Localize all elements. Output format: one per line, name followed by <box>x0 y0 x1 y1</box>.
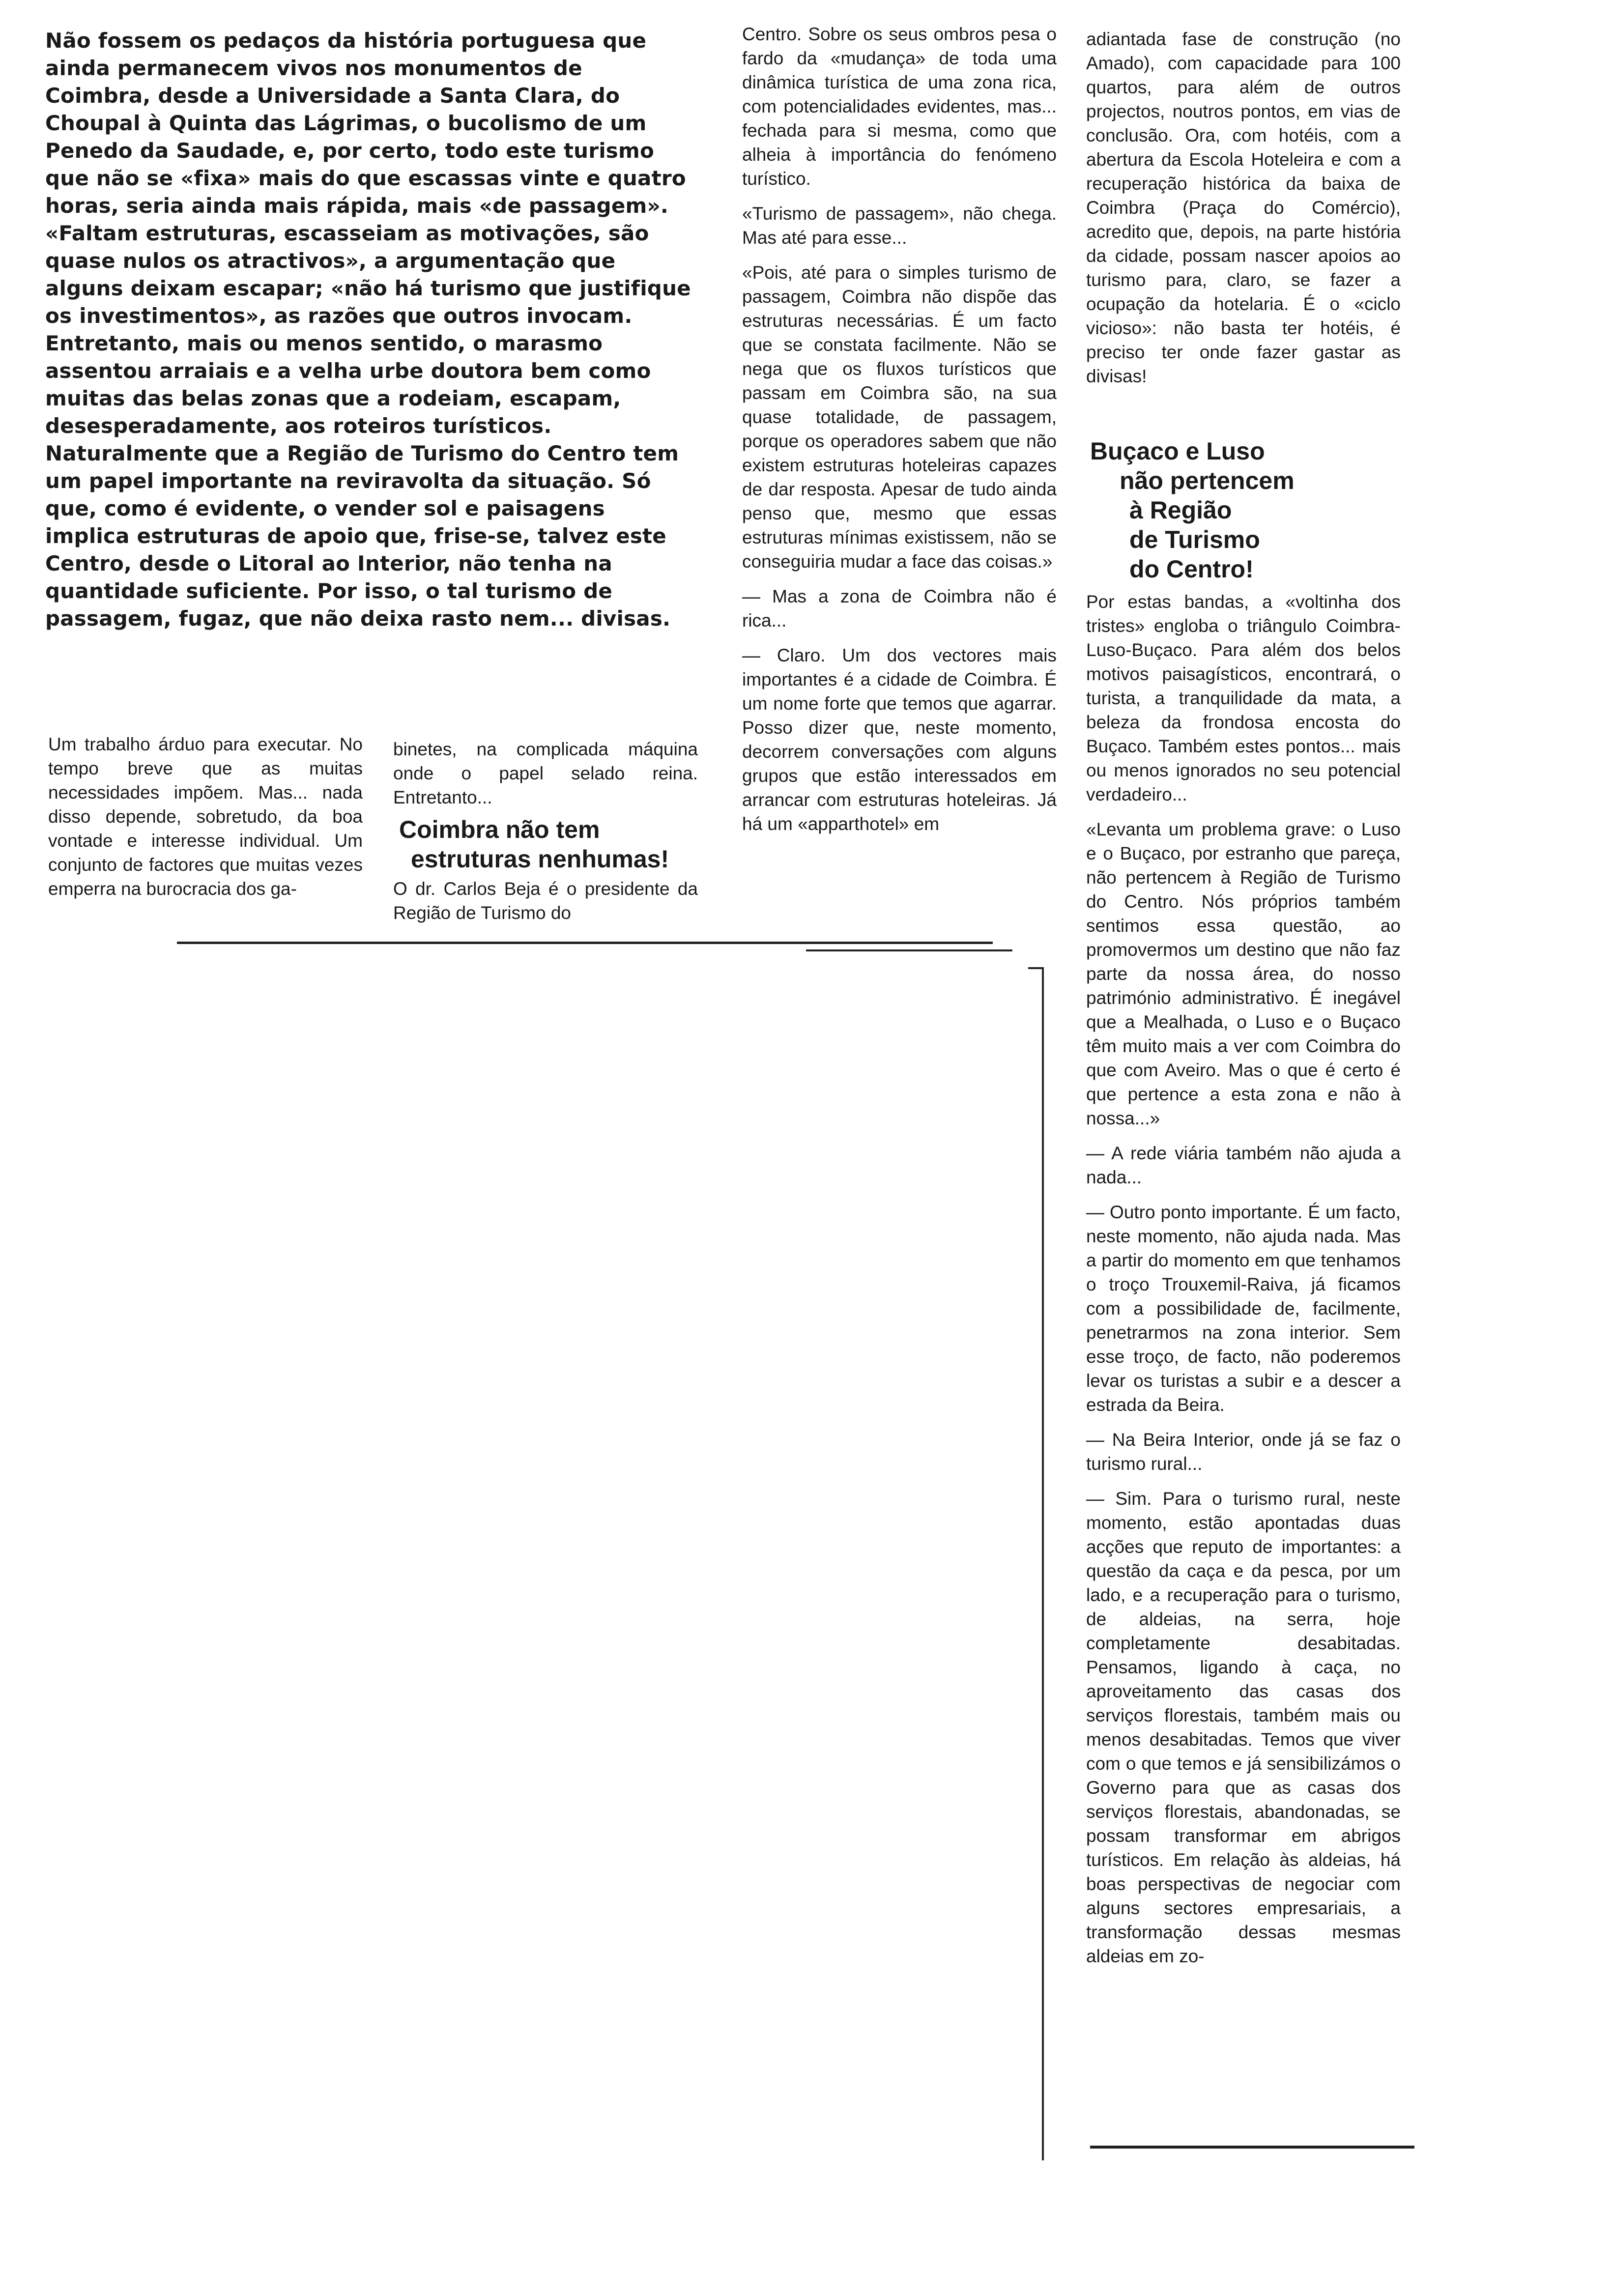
vertical-rule <box>1042 967 1044 2160</box>
body-paragraph: Por estas bandas, a «voltinha dos tristes» engloba o triângulo Coimbra-Luso-Buçaco. Para além dos belos motivos paisagísticos, encontrará, o turista, a tranquilidade da mata, a beleza da frondosa encosta do Buçaco. Também estes pontos... mais ou menos ignorados no seu potencial verdadeiro... <box>1086 592 1401 804</box>
body-paragraph: — Claro. Um dos vectores mais importantes é a cidade de Coimbra. É um nome forte que temos que agarrar. Posso dizer que, neste momento, decorrem conversações com alguns grupos que estão interessados em arrancar com estruturas hoteleiras. Já há um «apparthotel» em <box>742 645 1057 834</box>
column-4 <box>1086 590 1401 1968</box>
body-paragraph: «Levanta um problema grave: o Luso e o Buçaco, por estranho que pareça, não pertencem à Região de Turismo do Centro. Nós próprios também sentimos essa questão, ao promovermos um destino que não faz parte da nossa área, do nosso património administrativo. É inegável que a Mealhada, o Luso e o Buçaco têm muito mais a ver com Coimbra do que com Aveiro. Mas o que é certo é que pertence a esta zona e não à nossa...» <box>1086 819 1401 1128</box>
column-1 <box>48 732 363 901</box>
horizontal-rule <box>1028 967 1044 969</box>
body-paragraph: — Outro ponto importante. É um facto, neste momento, não ajuda nada. Mas a partir do momento em que tenhamos o troço Trouxemil-Raiva, já ficamos com a possibilidade de, facilmente, penetrarmos na zona interior. Sem esse troço, de facto, não poderemos levar os turistas a subir e a descer a estrada da Beira. <box>1086 1202 1401 1415</box>
body-paragraph: — Mas a zona de Coimbra não é rica... <box>742 586 1057 631</box>
body-paragraph: binetes, na complicada máquina onde o papel selado reina. Entretanto... <box>393 739 698 807</box>
column-3 <box>742 22 1057 836</box>
lead-paragraphs <box>45 27 694 632</box>
column-4-top <box>1086 27 1401 388</box>
lead-paragraph: «Faltam estruturas, escasseiam as motivações, são quase nulos os atractivos», a argumentação que alguns deixam escapar; «não há turismo que justifique os investimentos», as razões que outros invocam. Entretanto, mais ou menos sentido, o marasmo assentou arraiais e a velha urbe doutora bem como muitas das belas zonas que a rodeiam, escapam, desesperadamente, aos roteiros turísticos. <box>45 221 691 438</box>
column-2-bottom <box>393 877 698 925</box>
horizontal-rule <box>1090 2146 1414 2149</box>
body-paragraph: «Turismo de passagem», não chega. Mas até para esse... <box>742 203 1057 248</box>
body-paragraph: O dr. Carlos Beja é o presidente da Região de Turismo do <box>393 879 698 923</box>
subheading-coimbra: Coimbra não tem estruturas nenhumas! <box>399 816 669 873</box>
horizontal-rule <box>177 942 993 944</box>
body-paragraph: — A rede viária também não ajuda a nada... <box>1086 1143 1401 1187</box>
body-paragraph: — Sim. Para o turismo rural, neste momento, estão apontadas duas acções que reputo de importantes: a questão da caça e da pesca, por um lado, e a recuperação para o turismo, de aldeias, na serra, hoje completamente desabitadas. Pensamos, ligando à caça, no aproveitamento das casas dos serviços florestais, também mais ou menos desabitadas. Temos que viver com o que temos e já sensibilizámos o Governo para que as casas dos serviços florestais, abandonadas, se possam transformar em abrigos turísticos. Em relação às aldeias, há boas perspectivas de negociar com alguns sectores empresariais, a transformação dessas mesmas aldeias em zo- <box>1086 1489 1401 1966</box>
column-2-top <box>393 737 698 809</box>
body-paragraph: adiantada fase de construção (no Amado), com capacidade para 100 quartos, para além de outros projectos, noutros pontos, em vias de conclusão. Ora, com hotéis, com a abertura da Escola Hoteleira e com a recuperação histórica da baixa de Coimbra (Praça do Comércio), acredito que, depois, na parte história da cidade, possam nascer apoios ao turismo para, claro, se fazer a ocupação da hotelaria. É o «ciclo vicioso»: não basta ter hotéis, é preciso ter onde fazer gastar as divisas! <box>1086 29 1401 386</box>
body-paragraph: «Pois, até para o simples turismo de passagem, Coimbra não dispõe das estruturas necessárias. É um facto que se constata facilmente. Não se nega que os fluxos turísticos que passam em Coimbra são, na sua quase totalidade, de passagem, porque os operadores sabem que não existem estruturas hoteleiras capazes de dar resposta. Apesar de tudo ainda penso que, mesmo que essas estruturas mínimas existissem, não se conseguiria mudar a face das coisas.» <box>742 262 1057 572</box>
lead-paragraph: Não fossem os pedaços da história portuguesa que ainda permanecem vivos nos monumentos de Coimbra, desde a Universidade a Santa Clara, do Choupal à Quinta das Lágrimas, o bucolismo de um Penedo da Saudade, e, por certo, todo este turismo que não se «fixa» mais do que escassas vinte e quatro horas, seria ainda mais rápida, mais «de passagem». <box>45 29 686 218</box>
subheading-bucaco: Buçaco e Luso não pertencem à Região de Turismo do Centro! <box>1090 437 1295 583</box>
body-paragraph: Centro. Sobre os seus ombros pesa o fardo da «mudança» de toda uma dinâmica turística de uma zona rica, com potencialidades evidentes, mas... fechada para si mesma, como que alheia à importância do fenómeno turístico. <box>742 24 1057 189</box>
lead-paragraph: Naturalmente que a Região de Turismo do Centro tem um papel importante na reviravolta da situação. Só que, como é evidente, o vender sol e paisagens implica estruturas de apoio que, frise-se, talvez este Centro, desde o Litoral ao Interior, não tenha na quantidade suficiente. Por isso, o tal turismo de passagem, fugaz, que não deixa rasto nem... divisas. <box>45 441 679 631</box>
horizontal-rule <box>806 949 1012 951</box>
body-paragraph: Um trabalho árduo para executar. No tempo breve que as muitas necessidades impõem. Mas... nada disso depende, sobretudo, da boa vontade e interesse individual. Um conjunto de factores que muitas vezes emperra na burocracia dos ga- <box>48 734 363 899</box>
body-paragraph: — Na Beira Interior, onde já se faz o turismo rural... <box>1086 1430 1401 1474</box>
